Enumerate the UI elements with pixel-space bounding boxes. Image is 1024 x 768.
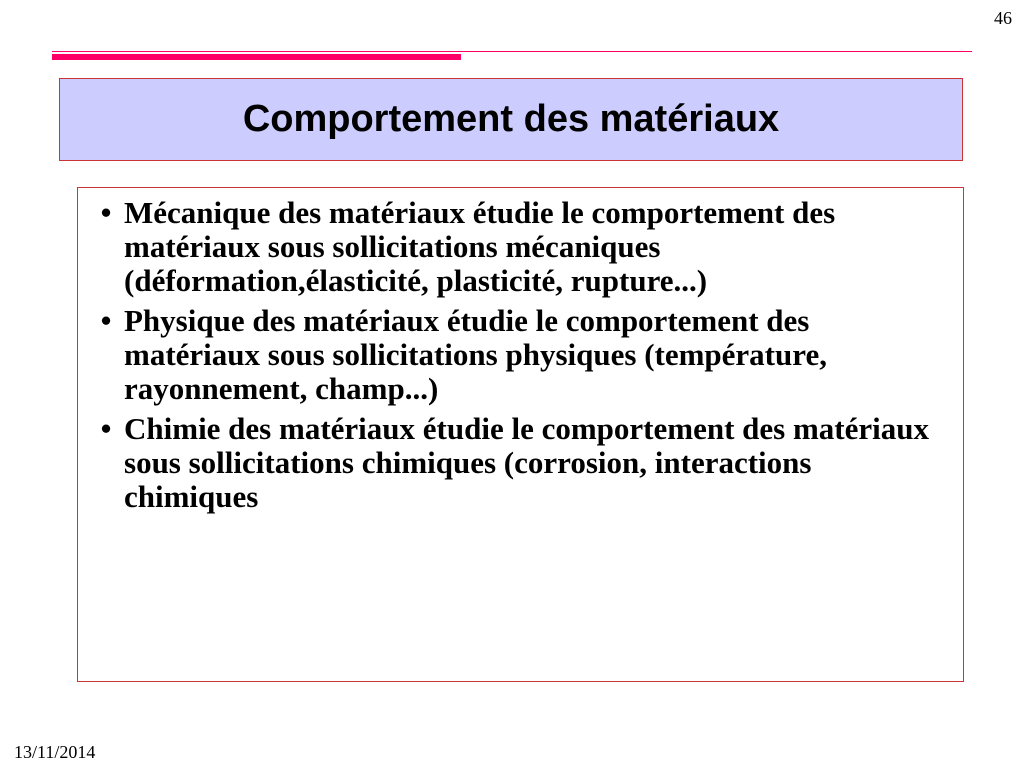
footer-date: 13/11/2014	[14, 742, 96, 762]
bullet-icon: •	[100, 411, 112, 446]
bullet-list	[78, 188, 963, 514]
bullet-icon: •	[100, 303, 112, 338]
bullet-item-chimie	[88, 412, 943, 514]
title-box	[59, 78, 963, 161]
bullet-item-mecanique	[88, 196, 943, 298]
bullet-icon: •	[100, 195, 112, 230]
page-number: 46	[994, 8, 1012, 28]
slide-title: Comportement des matériaux	[242, 98, 780, 140]
bullet-text: Physique des matériaux étudie le comportement des matériaux sous sollicitations physiques (température, rayonnement, champ...)	[124, 303, 827, 406]
bullet-item-physique	[88, 304, 943, 406]
content-box	[77, 187, 964, 682]
accent-line-thin	[52, 51, 972, 52]
bullet-text: Mécanique des matériaux étudie le comportement des matériaux sous sollicitations mécaniques (déformation,élasticité, plasticité, rupture...)	[124, 195, 836, 298]
bullet-text: Chimie des matériaux étudie le comportement des matériaux sous sollicitations chimiques (corrosion, interactions chimiques	[124, 411, 929, 514]
accent-line-thick	[52, 54, 461, 60]
